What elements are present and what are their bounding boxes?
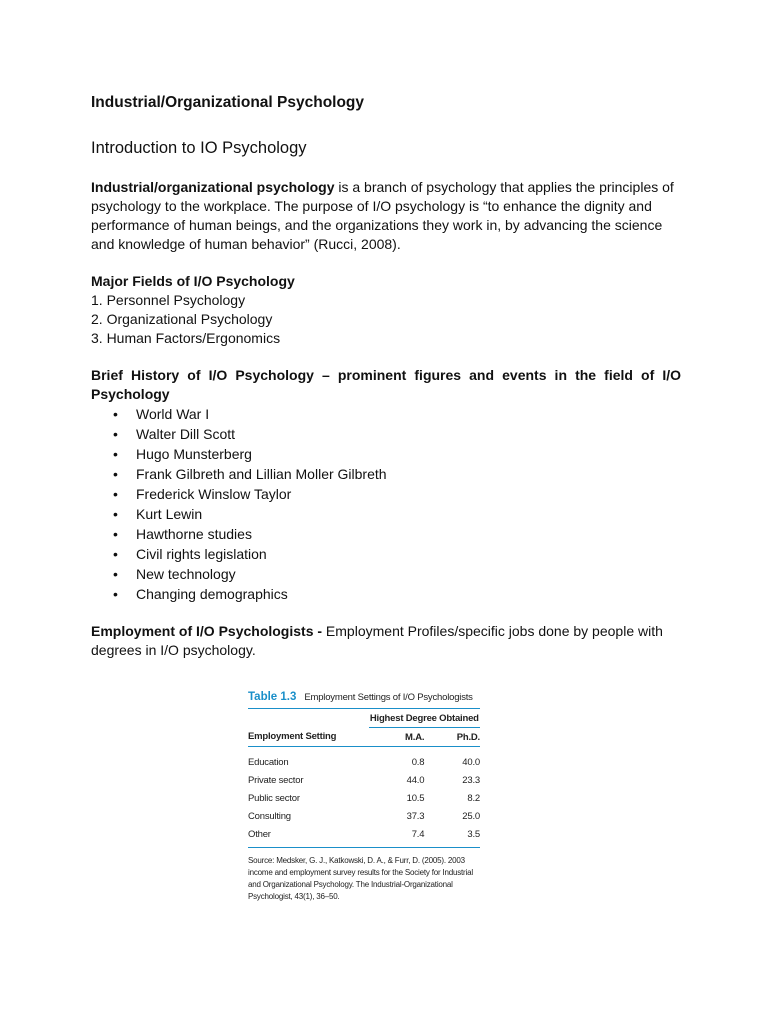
bullet-icon: • [113,566,118,582]
bullet-icon: • [113,486,118,502]
table-cell: Other [248,825,369,848]
list-item-label: New technology [136,566,236,582]
table-group-header-row [248,709,480,728]
column-header: M.A. [369,728,425,747]
list-item: 2. Organizational Psychology [91,311,273,327]
list-item [113,564,681,584]
list-item: 1. Personnel Psychology [91,292,246,308]
intro-text: is a branch of psychology that applies the principles of psychology to the workplace. The purpose of I/O psychology is “to enhance the dignity and performance of human beings, and the organizations they work in, by advancing the science and knowledge of human behavior” (Rucci, 2008). [91,179,674,252]
intro-term: Industrial/organizational psychology [91,179,335,195]
list-item-label: Hugo Munsterberg [136,446,252,462]
bullet-icon: • [113,586,118,602]
table-cell: 3.5 [424,825,480,848]
list-item [113,584,681,604]
table-cell: Consulting [248,810,291,822]
table-cell: Private sector [248,774,304,786]
column-header: Ph.D. [424,728,480,747]
bullet-icon: • [113,406,118,422]
intro-paragraph [91,178,681,254]
table-cell: 7.4 [369,825,425,848]
history-heading: Brief History of I/O Psychology – prominent figures and events in the field of I/O Psychology [91,367,681,402]
table-cell: 0.8 [411,756,425,768]
table-cell: 37.3 [406,810,425,822]
table-cell: Education [248,756,289,768]
bullet-icon: • [113,526,118,542]
list-item-label: Civil rights legislation [136,546,267,562]
major-fields-heading: Major Fields of I/O Psychology [91,273,295,289]
list-item [113,524,681,544]
list-item [113,424,681,444]
table-cell: 40.0 [462,756,480,768]
table-row [248,807,480,825]
major-fields-list [91,291,681,348]
table-header-row [248,728,480,747]
table-caption [248,690,480,705]
bullet-icon: • [113,426,118,442]
list-item [113,484,681,504]
list-item [113,444,681,464]
list-item [113,464,681,484]
table-cell: 23.3 [462,774,480,786]
table-cell: 25.0 [462,810,480,822]
list-item: 3. Human Factors/Ergonomics [91,330,281,346]
list-item-label: Frederick Winslow Taylor [136,486,292,502]
table-label: Table 1.3 [248,691,297,703]
list-item-label: Kurt Lewin [136,506,203,522]
employment-settings-table [248,709,480,848]
major-fields-section [91,272,681,348]
document-title: Industrial/Organizational Psychology [91,94,365,111]
bullet-icon: • [113,546,118,562]
table-title: Employment Settings of I/O Psychologists [304,692,473,703]
history-section [91,366,681,604]
table-row [248,771,480,789]
table-cell: 10.5 [406,792,425,804]
table-source-note: Source: Medsker, G. J., Katkowski, D. A., & Furr, D. (2005). 2003 income and employment survey results for the Society for Industrial and Organizational Psychology. The Industrial-Organizational Psychologist, 43(1), 36–50. [248,856,473,901]
table-row [248,789,480,807]
bullet-icon: • [113,466,118,482]
column-header: Employment Setting [248,728,369,747]
list-item [113,504,681,524]
employment-table-figure [248,690,480,903]
list-item [113,404,681,424]
group-header: Highest Degree Obtained [369,709,480,728]
list-item-label: Frank Gilbreth and Lillian Moller Gilbreth [136,466,387,482]
bullet-icon: • [113,446,118,462]
table-cell: Public sector [248,792,300,804]
bullet-icon: • [113,506,118,522]
employment-text: Employment Profiles/specific jobs done by people with degrees in I/O psychology. [91,623,663,658]
employment-lead: Employment of I/O Psychologists - [91,623,323,639]
list-item-label: Hawthorne studies [136,526,252,542]
document-subtitle: Introduction to IO Psychology [91,139,307,157]
list-item-label: World War I [136,406,210,422]
table-cell: 44.0 [406,774,425,786]
list-item-label: Changing demographics [136,586,288,602]
employment-paragraph [91,622,681,660]
list-item-label: Walter Dill Scott [136,426,236,442]
history-list [91,404,681,604]
list-item [113,544,681,564]
table-row [248,747,480,772]
table-cell: 8.2 [467,792,480,804]
table-row [248,825,480,848]
document-page [91,92,681,660]
